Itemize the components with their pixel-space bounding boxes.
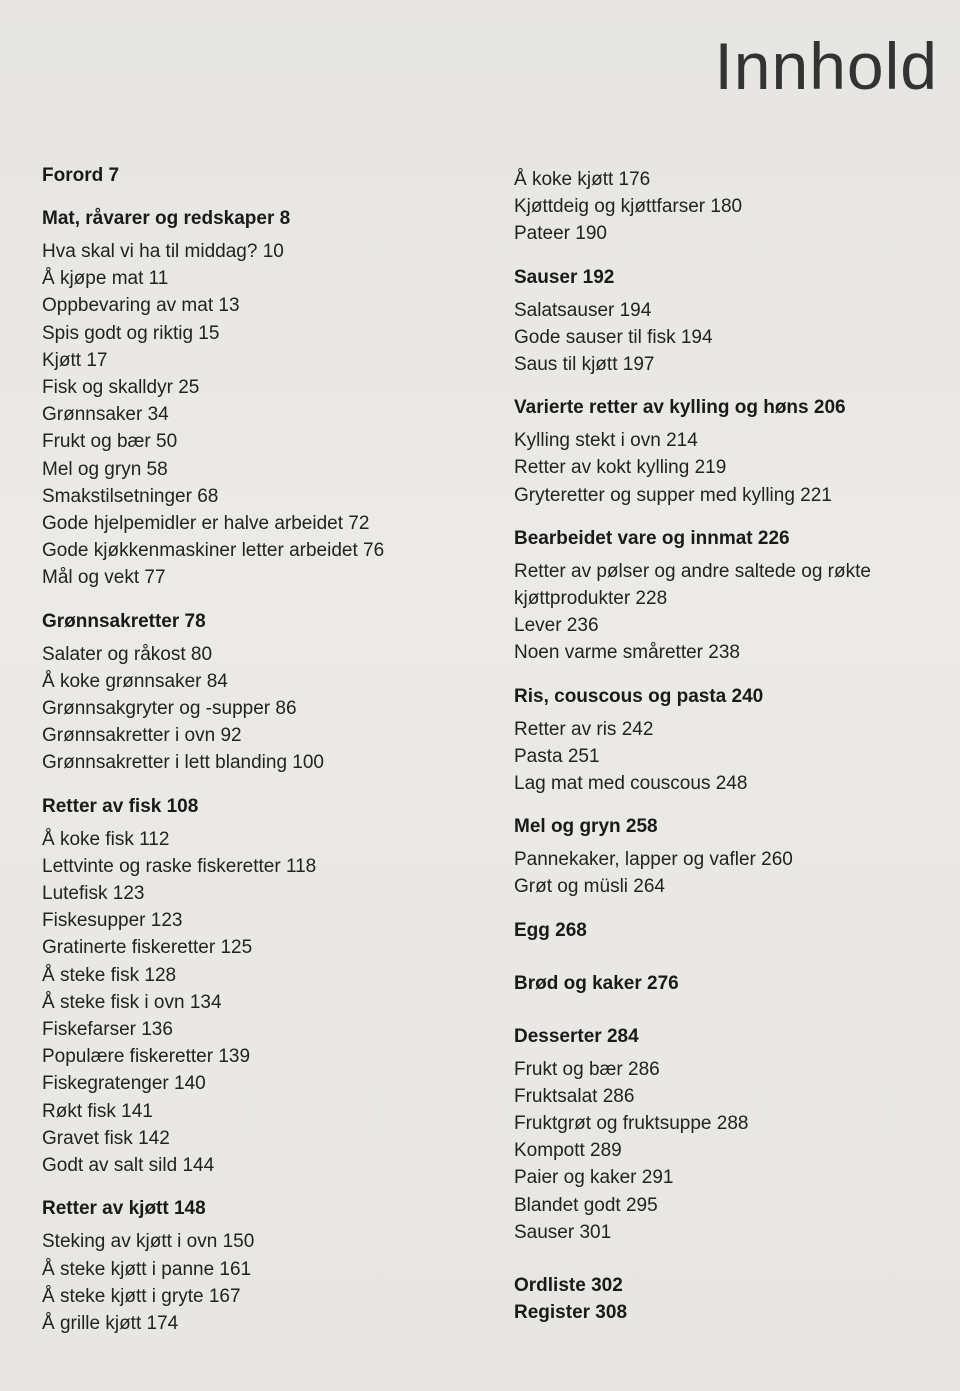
toc-entry: Fiskesupper 123	[42, 910, 183, 932]
toc-entry: Paier og kaker 291	[514, 1167, 674, 1189]
toc-entry: Grøt og müsli 264	[514, 876, 665, 898]
toc-entry: Fisk og skalldyr 25	[42, 377, 200, 399]
toc-entry: Retter av ris 242	[514, 718, 654, 740]
toc-entry: Grønnsakretter i ovn 92	[42, 725, 242, 747]
toc-entry: Pannekaker, lapper og vafler 260	[514, 849, 793, 871]
toc-heading: Ordliste 302	[514, 1275, 623, 1297]
toc-entry: Oppbevaring av mat 13	[42, 295, 240, 317]
toc-entry: Gravet fisk 142	[42, 1127, 170, 1149]
toc-heading: Forord 7	[42, 165, 120, 186]
toc-entry: Frukt og bær 286	[514, 1058, 660, 1080]
toc-entry: Salater og råkost 80	[42, 643, 213, 665]
toc-section	[42, 608, 482, 777]
toc-entry: Fiskefarser 136	[42, 1019, 173, 1041]
toc-heading: Varierte retter av kylling og høns 206	[514, 397, 846, 419]
toc-entry: Kylling stekt i ovn 214	[514, 430, 698, 452]
toc-entry: Gryteretter og supper med kylling 221	[514, 484, 832, 506]
toc-section	[42, 162, 482, 189]
toc-entry: Å koke kjøtt 176	[514, 169, 651, 190]
toc-section	[514, 1272, 944, 1299]
toc-heading: Desserter 284	[514, 1025, 639, 1047]
toc-entry: Mel og gryn 58	[42, 458, 168, 480]
toc-entry: Å steke fisk i ovn 134	[42, 991, 222, 1013]
toc-entry: Spis godt og riktig 15	[42, 322, 220, 344]
toc-entry: Lag mat med couscous 248	[514, 773, 748, 795]
toc-section	[514, 394, 944, 509]
toc-entry: Pasta 251	[514, 745, 600, 767]
toc-entry: Steking av kjøtt i ovn 150	[42, 1231, 255, 1253]
toc-section	[514, 1299, 944, 1326]
toc-entry: Å steke fisk 128	[42, 964, 177, 986]
toc-entry: Saus til kjøtt 197	[514, 354, 655, 376]
toc-entry: Retter av pølser og andre saltede og røkte kjøttprodukter 228	[514, 560, 871, 610]
toc-heading: Register 308	[514, 1302, 628, 1324]
toc-entry: Kompott 289	[514, 1140, 622, 1162]
toc-entry: Gratinerte fiskeretter 125	[42, 937, 253, 959]
toc-heading: Bearbeidet vare og innmat 226	[514, 527, 790, 549]
toc-entry: Lettvinte og raske fiskeretter 118	[42, 855, 317, 877]
toc-section	[42, 793, 482, 1180]
toc-entry: Sauser 301	[514, 1221, 612, 1243]
toc-left-column	[42, 162, 482, 1353]
toc-heading: Sauser 192	[514, 266, 615, 288]
toc-entry: Populære fiskeretter 139	[42, 1046, 251, 1068]
toc-entry: Fruktsalat 286	[514, 1085, 635, 1107]
page-title: Innhold	[714, 29, 938, 103]
toc-section	[514, 525, 944, 667]
toc-entry: Gode hjelpemidler er halve arbeidet 72	[42, 513, 370, 535]
toc-entry: Å kjøpe mat 11	[42, 268, 169, 290]
toc-entry: Å koke grønnsaker 84	[42, 670, 228, 692]
toc-entry: Smakstilsetninger 68	[42, 485, 219, 507]
toc-entry: Hva skal vi ha til middag? 10	[42, 241, 284, 262]
toc-entry: Å koke fisk 112	[42, 828, 170, 850]
toc-entry: Retter av kokt kylling 219	[514, 457, 727, 479]
toc-entry: Grønnsakretter i lett blanding 100	[42, 752, 324, 774]
toc-heading: Retter av kjøtt 148	[42, 1198, 206, 1220]
toc-entry: Kjøttdeig og kjøttfarser 180	[514, 196, 743, 218]
toc-entry: Salatsauser 194	[514, 299, 652, 321]
toc-section	[514, 264, 944, 379]
toc-entry: Mål og vekt 77	[42, 567, 166, 589]
toc-entry: Å steke kjøtt i panne 161	[42, 1258, 252, 1280]
toc-heading: Retter av fisk 108	[42, 795, 199, 817]
toc-entry: Røkt fisk 141	[42, 1100, 153, 1122]
toc-right-column	[514, 166, 944, 1326]
toc-entry: Frukt og bær 50	[42, 431, 178, 453]
toc-entry: Lutefisk 123	[42, 883, 145, 905]
toc-heading: Grønnsakretter 78	[42, 610, 206, 632]
toc-entry: Grønnsaker 34	[42, 404, 169, 426]
toc-entry: Å steke kjøtt i gryte 167	[42, 1285, 241, 1307]
toc-entry: Blandet godt 295	[514, 1194, 658, 1216]
toc-entry: Pateer 190	[514, 223, 607, 245]
toc-section	[42, 1195, 482, 1337]
toc-entry: Gode sauser til fisk 194	[514, 326, 713, 348]
toc-section	[514, 1023, 944, 1246]
toc-heading: Egg 268	[514, 919, 587, 941]
toc-entry: Godt av salt sild 144	[42, 1155, 215, 1177]
toc-section	[42, 205, 482, 592]
toc-entry: Fruktgrøt og fruktsuppe 288	[514, 1113, 749, 1135]
toc-entry: Noen varme småretter 238	[514, 642, 740, 664]
toc-section	[514, 970, 944, 997]
toc-heading: Ris, couscous og pasta 240	[514, 685, 764, 707]
toc-section	[514, 917, 944, 944]
toc-entry: Gode kjøkkenmaskiner letter arbeidet 76	[42, 540, 385, 562]
toc-entry: Fiskegratenger 140	[42, 1073, 206, 1095]
toc-heading: Brød og kaker 276	[514, 972, 679, 994]
toc-section	[514, 683, 944, 798]
toc-entry: Å grille kjøtt 174	[42, 1312, 179, 1334]
toc-section	[514, 813, 944, 900]
toc-entry: Kjøtt 17	[42, 349, 108, 371]
toc-heading: Mat, råvarer og redskaper 8	[42, 208, 291, 229]
toc-entry: Grønnsakgryter og -supper 86	[42, 698, 297, 720]
toc-section	[514, 166, 944, 248]
toc-entry: Lever 236	[514, 615, 599, 637]
toc-heading: Mel og gryn 258	[514, 816, 658, 838]
